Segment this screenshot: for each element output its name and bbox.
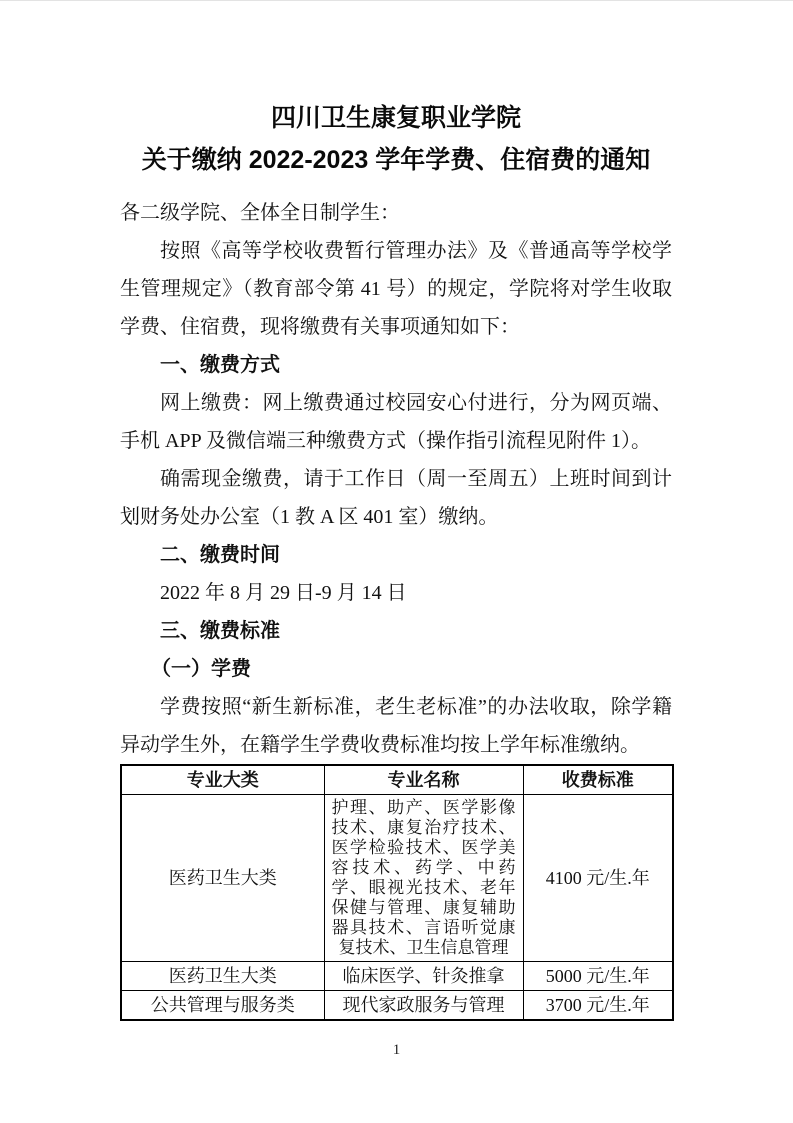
cell-majors: 护理、助产、医学影像技术、康复治疗技术、医学检验技术、医学美容技术、药学、中药学、眼视光技术、老年保健与管理、康复辅助器具技术、言语听觉康复技术、卫生信息管理 [324, 795, 523, 962]
section-2-heading: 二、缴费时间 [160, 544, 280, 566]
salutation: 各二级学院、全体全日制学生： [120, 202, 400, 224]
intro-paragraph: 按照《高等学校收费暂行管理办法》及《普通高等学校学生管理规定》（教育部令第 41 号）的规定，学院将对学生收取学费、住宿费，现将缴费有关事项通知如下： [120, 240, 672, 338]
section-1-cash-paragraph: 确需现金缴费，请于工作日（周一至周五）上班时间到计划财务处办公室（1 教 A 区 401 室）缴纳。 [120, 468, 672, 528]
cell-fee: 4100 元/生.年 [523, 795, 673, 962]
tuition-sub-heading: （一）学费 [151, 658, 251, 680]
cell-category: 医药卫生大类 [121, 795, 324, 962]
title-line-2: 关于缴纳 2022-2023 学年学费、住宿费的通知 [141, 146, 651, 174]
header-major-category: 专业大类 [121, 765, 324, 795]
table-row [121, 795, 673, 962]
table-row [121, 991, 673, 1021]
table-header-row [121, 765, 673, 795]
document-body [120, 194, 672, 1021]
title-line-1: 四川卫生康复职业学院 [270, 104, 521, 132]
cell-category: 医药卫生大类 [121, 962, 324, 991]
header-major-name: 专业名称 [324, 765, 523, 795]
cell-category: 公共管理与服务类 [121, 991, 324, 1021]
cell-fee: 5000 元/生.年 [523, 962, 673, 991]
cell-majors: 现代家政服务与管理 [324, 991, 523, 1021]
payment-period: 2022 年 8 月 29 日-9 月 14 日 [160, 582, 407, 604]
document-content [120, 97, 672, 1021]
cell-majors: 临床医学、针灸推拿 [324, 962, 523, 991]
tuition-policy-paragraph: 学费按照“新生新标准，老生老标准”的办法收取，除学籍异动学生外，在籍学生学费收费标准均按上学年标准缴纳。 [120, 696, 672, 756]
table-row [121, 962, 673, 991]
tuition-fee-table [120, 764, 674, 1021]
header-fee-standard: 收费标准 [523, 765, 673, 795]
cell-fee: 3700 元/生.年 [523, 991, 673, 1021]
section-1-heading: 一、缴费方式 [160, 354, 280, 376]
document-title [120, 97, 672, 181]
section-3-heading: 三、缴费标准 [160, 620, 280, 642]
section-1-online-paragraph: 网上缴费：网上缴费通过校园安心付进行，分为网页端、手机 APP 及微信端三种缴费方式（操作指引流程见附件 1）。 [120, 392, 672, 452]
page-number: 1 [392, 1042, 401, 1058]
